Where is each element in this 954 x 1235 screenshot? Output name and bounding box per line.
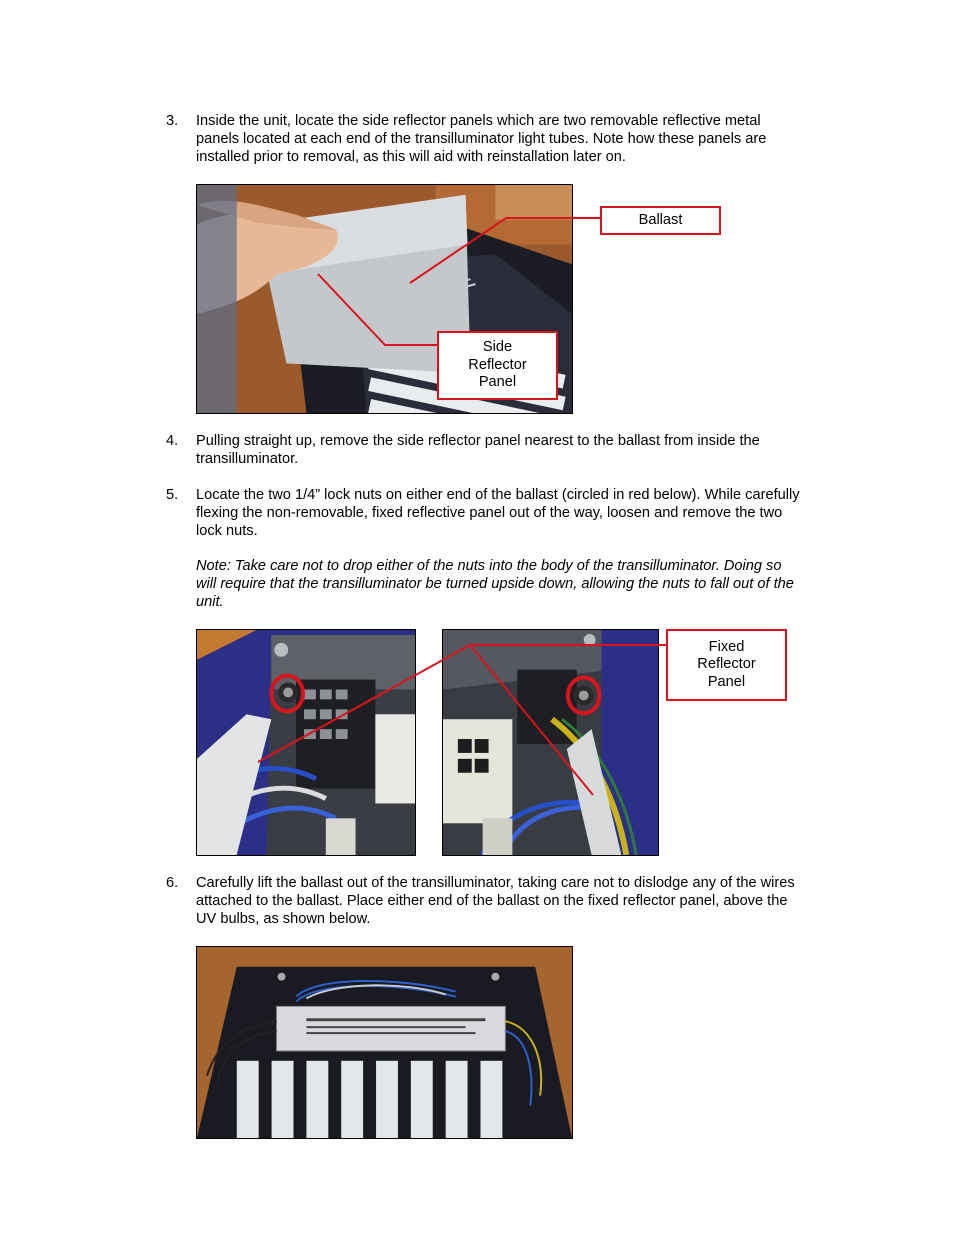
step-line: Carefully lift the ballast out of the transilluminator, taking care not to dislodge any of the wires — [196, 875, 795, 891]
step-line: attached to the ballast. Place either end of the ballast on the fixed reflector panel, above the — [196, 893, 788, 909]
step-number: 5. — [166, 487, 179, 503]
callout-line: Panel — [707, 673, 746, 690]
step-line: transilluminator. — [196, 451, 299, 467]
note-line: Note: Take care not to drop either of the nuts into the body of the transilluminator. Doing so — [196, 558, 782, 574]
photo-lock-nut-right — [442, 629, 659, 856]
callout-line: Ballast — [638, 211, 683, 228]
callout-fixed-reflector-panel — [666, 629, 787, 701]
step-line: flexing the non-removable, fixed reflective panel out of the way, loosen and remove the two — [196, 505, 783, 521]
callout-line: Side — [482, 339, 513, 356]
step-line: UV bulbs, as shown below. — [196, 911, 371, 927]
step-text — [196, 112, 856, 166]
step-text — [196, 874, 856, 928]
photo-lock-nut-left — [196, 629, 416, 856]
step-text — [196, 486, 856, 540]
step-line: lock nuts. — [196, 523, 258, 539]
callout-line: Fixed — [708, 638, 745, 655]
callout-side-reflector-panel — [437, 331, 558, 400]
step-line: Pulling straight up, remove the side reflector panel nearest to the ballast from inside the — [196, 433, 760, 449]
step-number: 6. — [166, 875, 179, 891]
step-line: installed prior to removal, as this will aid with reinstallation later on. — [196, 149, 626, 165]
note-line: unit. — [196, 594, 224, 610]
step-line: Inside the unit, locate the side reflector panels which are two removable reflective metal — [196, 113, 761, 129]
step-number: 3. — [166, 113, 179, 129]
step-line: panels located at each end of the transilluminator light tubes. Note how these panels are — [196, 131, 767, 147]
callout-line: Panel — [478, 374, 517, 391]
photo-ballast-lifted — [196, 946, 573, 1139]
caution-note — [196, 557, 856, 611]
note-line: will require that the transilluminator be turned upside down, allowing the nuts to fall out of the — [196, 576, 794, 592]
callout-line: Reflector — [468, 356, 527, 373]
step-line: Locate the two 1/4” lock nuts on either end of the ballast (circled in red below). While carefully — [196, 487, 800, 503]
step-text — [196, 432, 856, 468]
step-number: 4. — [166, 433, 179, 449]
callout-ballast — [600, 206, 721, 235]
callout-line: Reflector — [697, 656, 756, 673]
